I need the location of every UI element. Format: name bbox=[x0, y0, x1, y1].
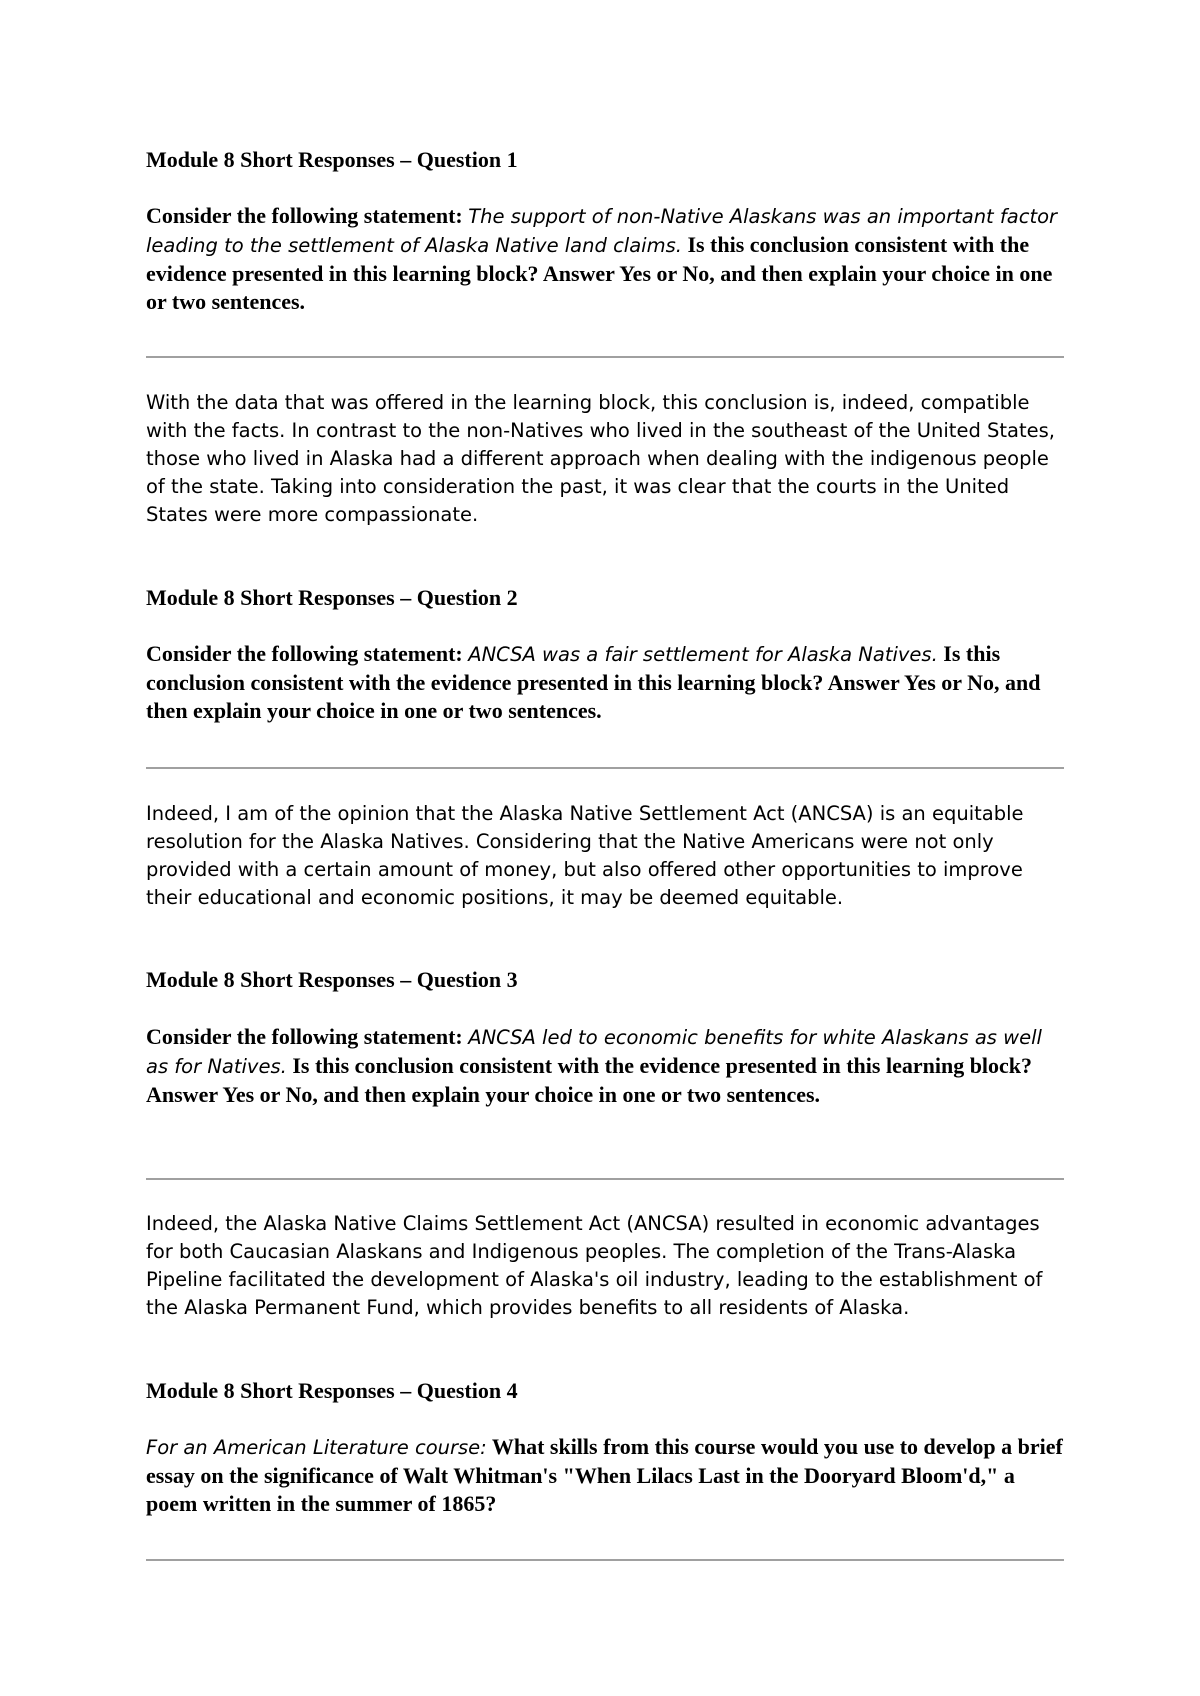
question-2-prompt-statement: ANCSA was a fair settlement for Alaska Natives. bbox=[468, 643, 938, 666]
question-2-prompt-lead: Consider the following statement: bbox=[146, 641, 469, 666]
question-1-title: Module 8 Short Responses – Question 1 bbox=[146, 147, 518, 172]
question-1-prompt-statement: The support of non-Native Alaskans was an important factor leading to the settlement of Alaska Native land claims. bbox=[146, 205, 1058, 257]
answer-4-divider bbox=[146, 1559, 1064, 1561]
question-3-prompt-lead: Consider the following statement: bbox=[146, 1024, 469, 1049]
question-2-prompt-instructions: Is this conclusion consistent with the evidence presented in this learning block? Answer Yes or No, and then explain your choice in one or two sentences. bbox=[146, 641, 1041, 723]
question-1-prompt-instructions: Is this conclusion consistent with the evidence presented in this learning block? Answer Yes or No, and then explain your choice in one or two sentences. bbox=[146, 232, 1053, 314]
answer-2-divider bbox=[146, 767, 1064, 769]
question-4-title: Module 8 Short Responses – Question 4 bbox=[146, 1378, 518, 1403]
question-1-answer: With the data that was offered in the learning block, this conclusion is, indeed, compatible with the facts. In contrast to the non-Natives who lived in the southeast of the United States, those who lived in Alaska had a different approach when dealing with the indigenous people of the state. Taking into consideration the past, it was clear that the courts in the United States were more compassionate. bbox=[146, 391, 1055, 526]
answer-1-divider bbox=[146, 356, 1064, 358]
answer-3-divider bbox=[146, 1178, 1064, 1180]
question-4-prompt-instructions: What skills from this course would you use to develop a brief essay on the significance of Walt Whitman's "When Lilacs Last in the Dooryard Bloom'd," a poem written in the summer of 1865? bbox=[146, 1434, 1063, 1516]
question-2-prompt bbox=[146, 640, 1064, 725]
question-3-title: Module 8 Short Responses – Question 3 bbox=[146, 967, 518, 992]
question-1-prompt-lead: Consider the following statement: bbox=[146, 203, 469, 228]
question-3-answer: Indeed, the Alaska Native Claims Settlement Act (ANCSA) resulted in economic advantages for both Caucasian Alaskans and Indigenous peoples. The completion of the Trans-Alaska Pipeline facilitated the development of Alaska's oil industry, leading to the establishment of the Alaska Permanent Fund, which provides benefits to all residents of Alaska. bbox=[146, 1212, 1043, 1319]
question-3-prompt bbox=[146, 1023, 1064, 1109]
question-4-prompt bbox=[146, 1433, 1064, 1518]
question-1-prompt bbox=[146, 202, 1064, 316]
question-4-prompt-statement: For an American Literature course: bbox=[146, 1436, 487, 1459]
question-2-answer: Indeed, I am of the opinion that the Alaska Native Settlement Act (ANCSA) is an equitable resolution for the Alaska Natives. Considering that the Native Americans were not only provided with a certain amount of money, but also offered other opportunities to improve their educational and economic positions, it may be deemed equitable. bbox=[146, 802, 1024, 909]
question-2-title: Module 8 Short Responses – Question 2 bbox=[146, 585, 518, 610]
question-3-prompt-instructions: Is this conclusion consistent with the evidence presented in this learning block? Answer Yes or No, and then explain your choice in one or two sentences. bbox=[146, 1053, 1033, 1107]
question-3-prompt-statement: ANCSA led to economic benefits for white Alaskans as well as for Natives. bbox=[146, 1026, 1042, 1078]
